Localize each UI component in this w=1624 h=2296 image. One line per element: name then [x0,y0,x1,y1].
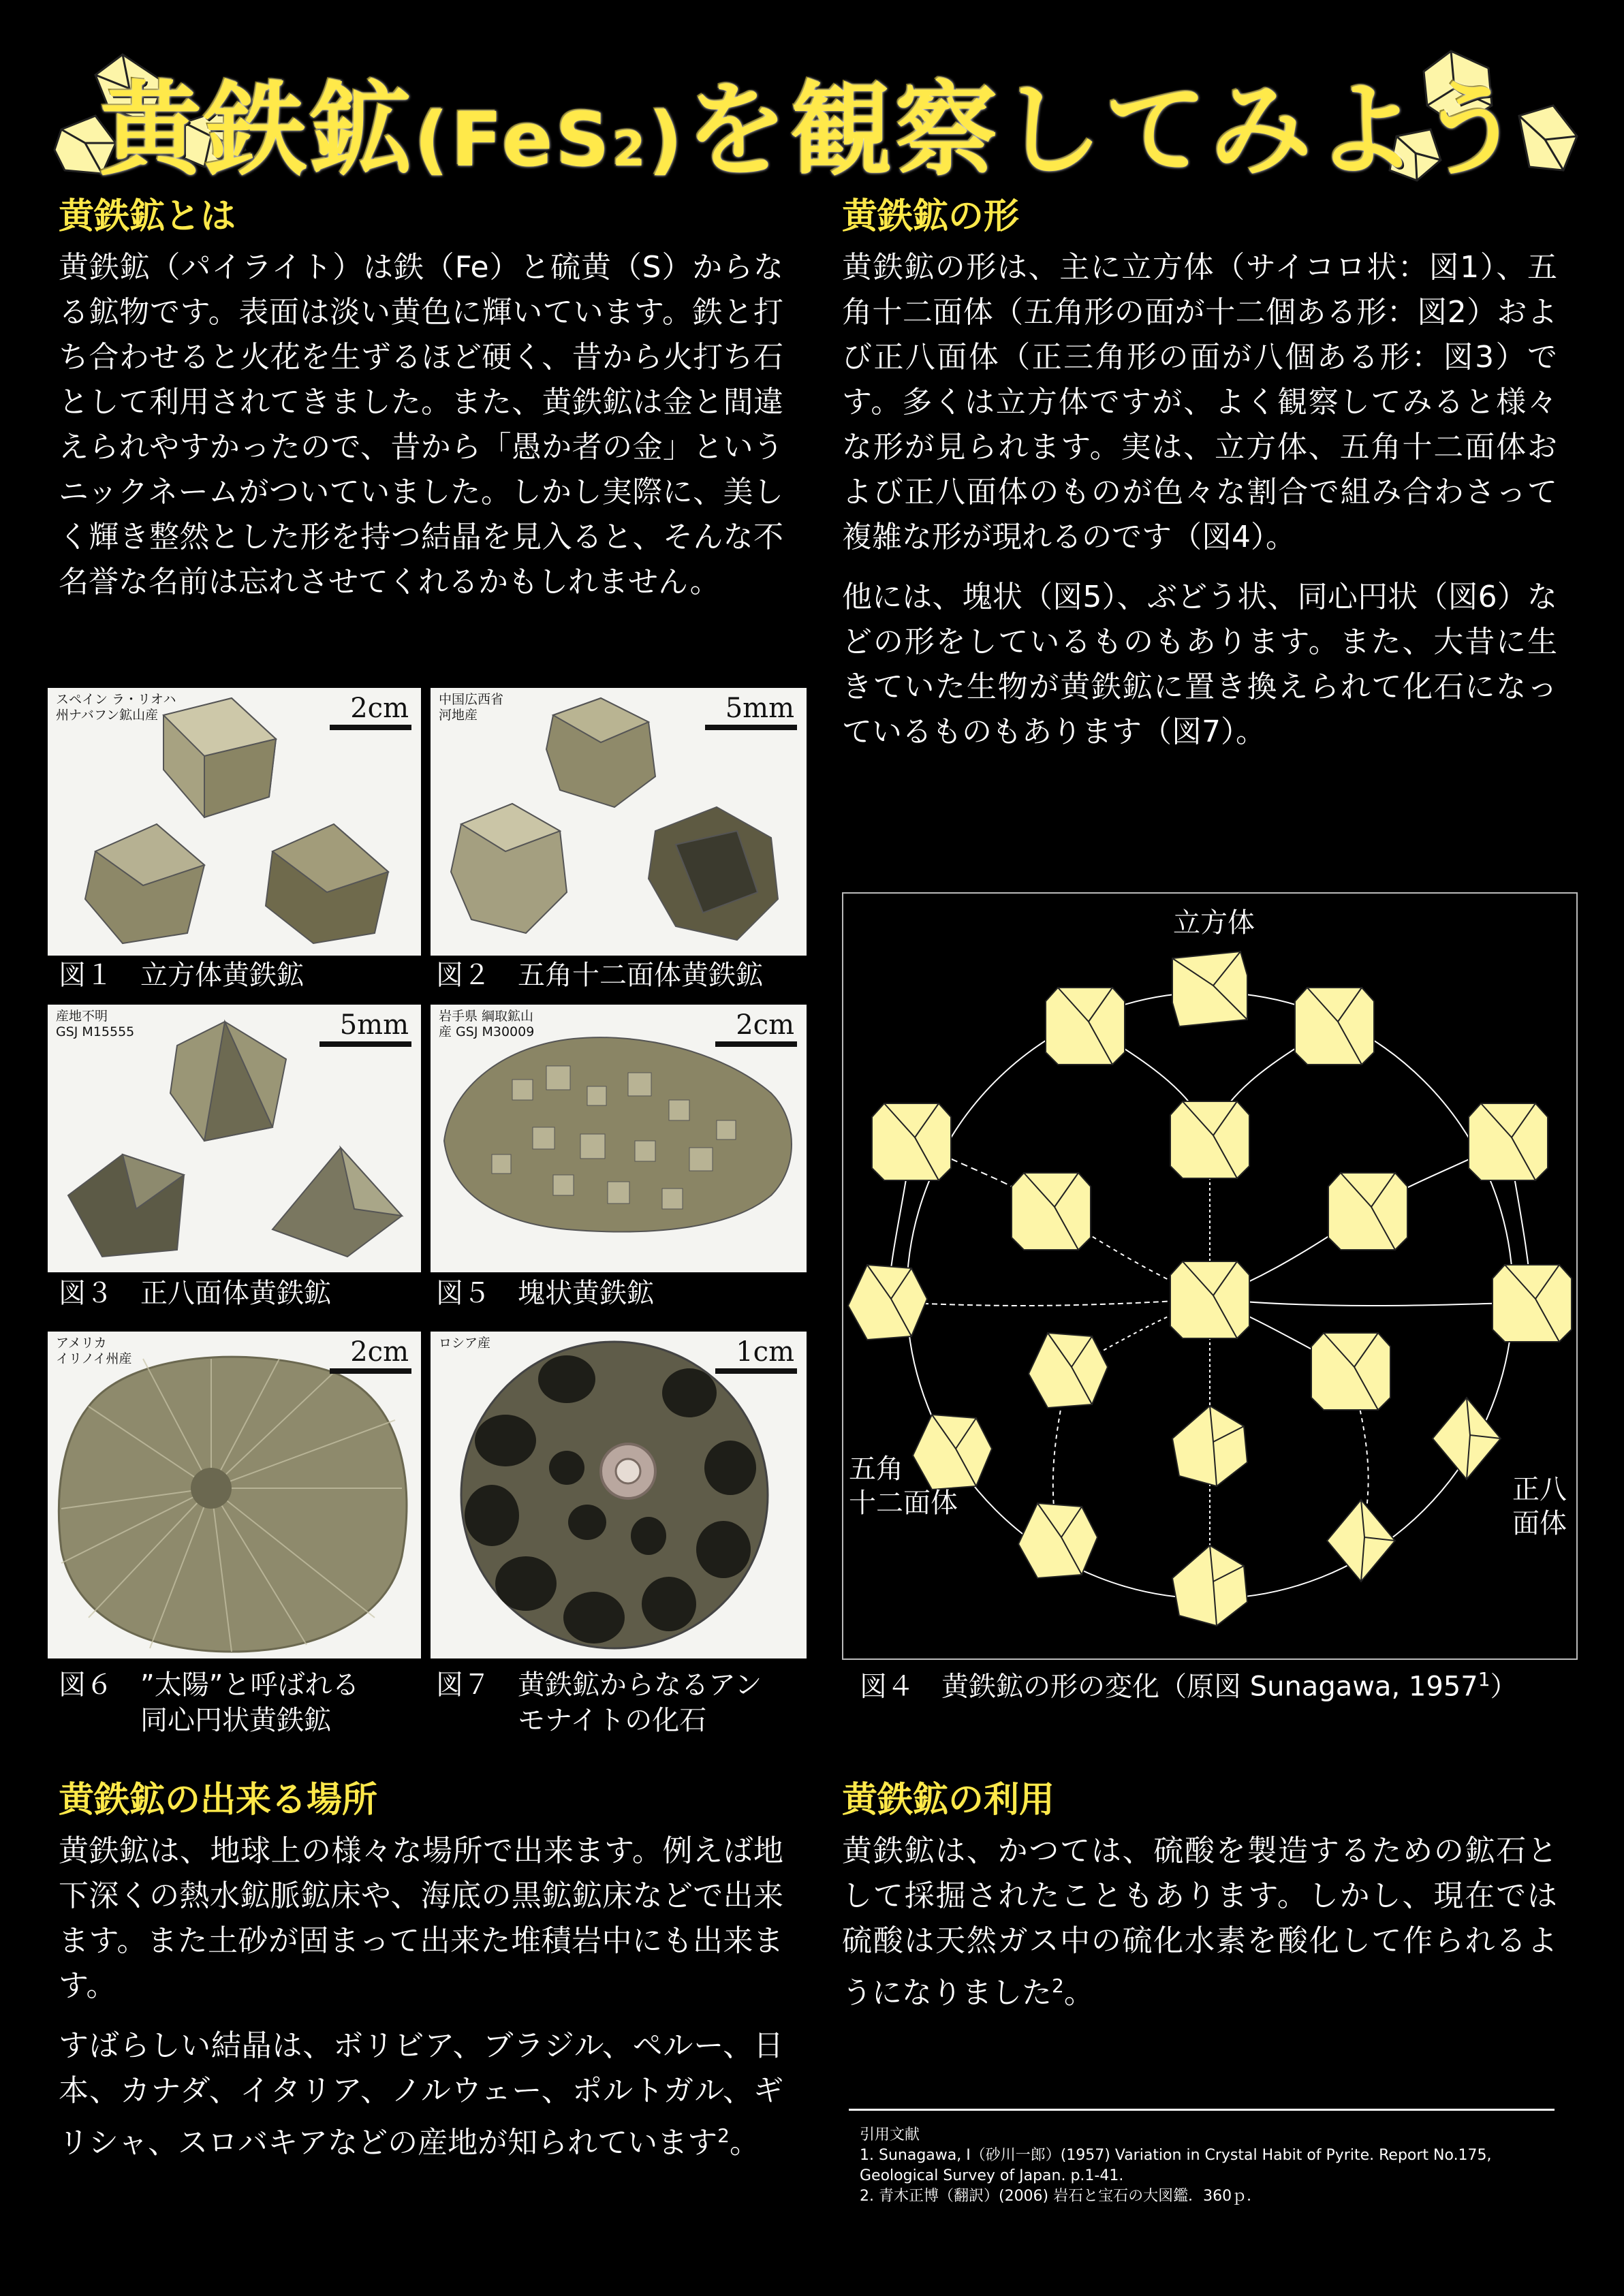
crystal-shape-node [1469,1103,1548,1180]
reference-2: 2. 青木正博（翻訳）(2006) 岩石と宝石の大図鑑．360ｐ． [860,2188,1262,2205]
figure-3-scale: 5mm [319,1009,411,1047]
reference-1: 1. Sunagawa, I（砂川一郎）(1957) Variation in Crystal Habit of Pyrite. Report No.175, Geological Survey of Japan. p.1-41. [860,2147,1492,2184]
crystal-shape-node [1327,1500,1395,1582]
references [860,2125,1555,2207]
crystal-shape-node [1029,1333,1108,1408]
crystal-shape-node [1493,1265,1572,1342]
diagram-label-octahedron: 正八 面体 [1512,1474,1567,1539]
crystal-shape-node [1295,988,1374,1065]
crystal-shape-node [1172,1406,1247,1486]
about-text: 黄鉄鉱（パイライト）は鉄（Fe）と硫黄（S）からなる鉱物です。表面は淡い黄色に輝いています。鉄と打ち合わせると火花を生ずるほど硬く、昔から火打ち石として利用されてきました。また、黄鉄鉱は金と間違えられやすかったので、昔から「愚か者の金」というニックネームがついていました。しかし実際に、美しく輝き整然とした形を持つ結晶を見入ると、そんな不名誉な名前は忘れさせてくれるかもしれません。 [59,250,783,599]
crystal-shape-node [1172,952,1247,1026]
figure-1-photo [48,688,421,956]
page-title: 黄鉄鉱(FeS2)を観察してみよう [99,72,1525,190]
crystal-shape-node [848,1265,927,1340]
use-heading: 黄鉄鉱の利用 [842,1780,1055,1821]
figure-5-scale: 2cm [715,1009,797,1047]
figure-2-scale: 5mm [705,692,797,730]
crystal-habit-network [843,894,1576,1658]
references-divider [849,2109,1555,2111]
crystal-shape-node [1170,1101,1249,1178]
figure-3-photo [48,1005,421,1272]
crystal-shape-node [1172,1545,1247,1626]
shape-heading: 黄鉄鉱の形 [842,196,1020,237]
figure-7-scale: 1cm [715,1336,797,1374]
crystal-shape-node [872,1103,951,1180]
crystal-shape-node [1170,1261,1249,1338]
about-heading: 黄鉄鉱とは [59,196,236,237]
crystal-shape-node [1018,1503,1097,1578]
crystal-shape-node [1328,1173,1407,1250]
figure-2-photo [431,688,807,956]
pyrite-sun-illustration [48,1332,421,1658]
figure-5-photo [431,1005,807,1272]
crystal-shape-node [1046,988,1125,1065]
figure-5-location: 岩手県 綱取鉱山 産 GSJ M30009 [439,1009,535,1039]
figure-7-location: ロシア産 [439,1336,491,1351]
figure-2-location: 中国広西省 河地産 [439,692,504,723]
references-heading: 引用文献 [860,2126,920,2143]
diagram-label-pyritohedron: 五角 十二面体 [849,1453,958,1519]
figure-7-photo [431,1332,807,1658]
place-text: 黄鉄鉱は、地球上の様々な場所で出来ます。例えば地下深くの熱水鉱脈鉱床や、海底の黒鉱鉱床などで出来ます。また土砂が固まって出来た堆積岩中にも出来ます。 すばらしい結晶は、ボリビア、ブラジル、ペルー、日本、カナダ、イタリア、ノルウェー、ポルトガル、ギリシャ、スロバキアなどの産地が知られています$^2$。 [59,1834,783,2160]
crystal-shape-node [1012,1173,1091,1250]
figure-1-caption: 図１ 立方体黄鉄鉱 [59,960,304,991]
figure-2-caption: 図２ 五角十二面体黄鉄鉱 [436,960,763,991]
diagram-label-cube: 立方体 [1173,907,1255,939]
crystal-shape-node [1311,1333,1390,1410]
figure-6-photo [48,1332,421,1658]
figure-1-location: スペイン ラ・リオハ 州ナバフン鉱山産 [56,692,176,723]
figure-6-caption: 図６ ”太陽”と呼ばれる 同心円状黄鉄鉱 [59,1669,360,1736]
figure-1-scale: 2cm [330,692,411,730]
figure-4-caption: 図４ 黄鉄鉱の形の変化（原図 Sunagawa, 1957$^1$） [860,1668,1518,1703]
use-text: 黄鉄鉱は、かつては、硫酸を製造するための鉱石として採掘されたこともあります。しかし、現在では硫酸は天然ガス中の硫化水素を酸化して作られるようになりました$^2$。 [842,1834,1557,2011]
figure-3-caption: 図３ 正八面体黄鉄鉱 [59,1278,331,1309]
place-heading: 黄鉄鉱の出来る場所 [59,1780,378,1821]
figure-6-location: アメリカ イリノイ州産 [56,1336,132,1366]
figure-6-scale: 2cm [330,1336,411,1374]
figure-3-location: 産地不明 GSJ M15555 [56,1009,135,1039]
shape-text: 黄鉄鉱の形は、主に立方体（サイコロ状：図1）、五角十二面体（五角形の面が十二個ある形：図2）および正八面体（正三角形の面が八個ある形：図3）です。多くは立方体ですが、よく観察してみると様々な形が見られます。実は、立方体、五角十二面体および正八面体のものが色々な割合で組み合わさって複雑な形が現れるのです（図4）。 他には、塊状（図5）、ぶどう状、同心円状（図6）などの形をしているものもあります。また、大昔に生きていた生物が黄鉄鉱に置き換えられて化石になっているものもあります（図7）。 [842,250,1557,749]
crystal-habit-diagram [842,892,1578,1660]
figure-7-caption: 図７ 黄鉄鉱からなるアン モナイトの化石 [436,1669,762,1736]
ammonite-fossil-illustration [431,1332,807,1658]
figure-5-caption: 図５ 塊状黄鉄鉱 [436,1278,654,1309]
